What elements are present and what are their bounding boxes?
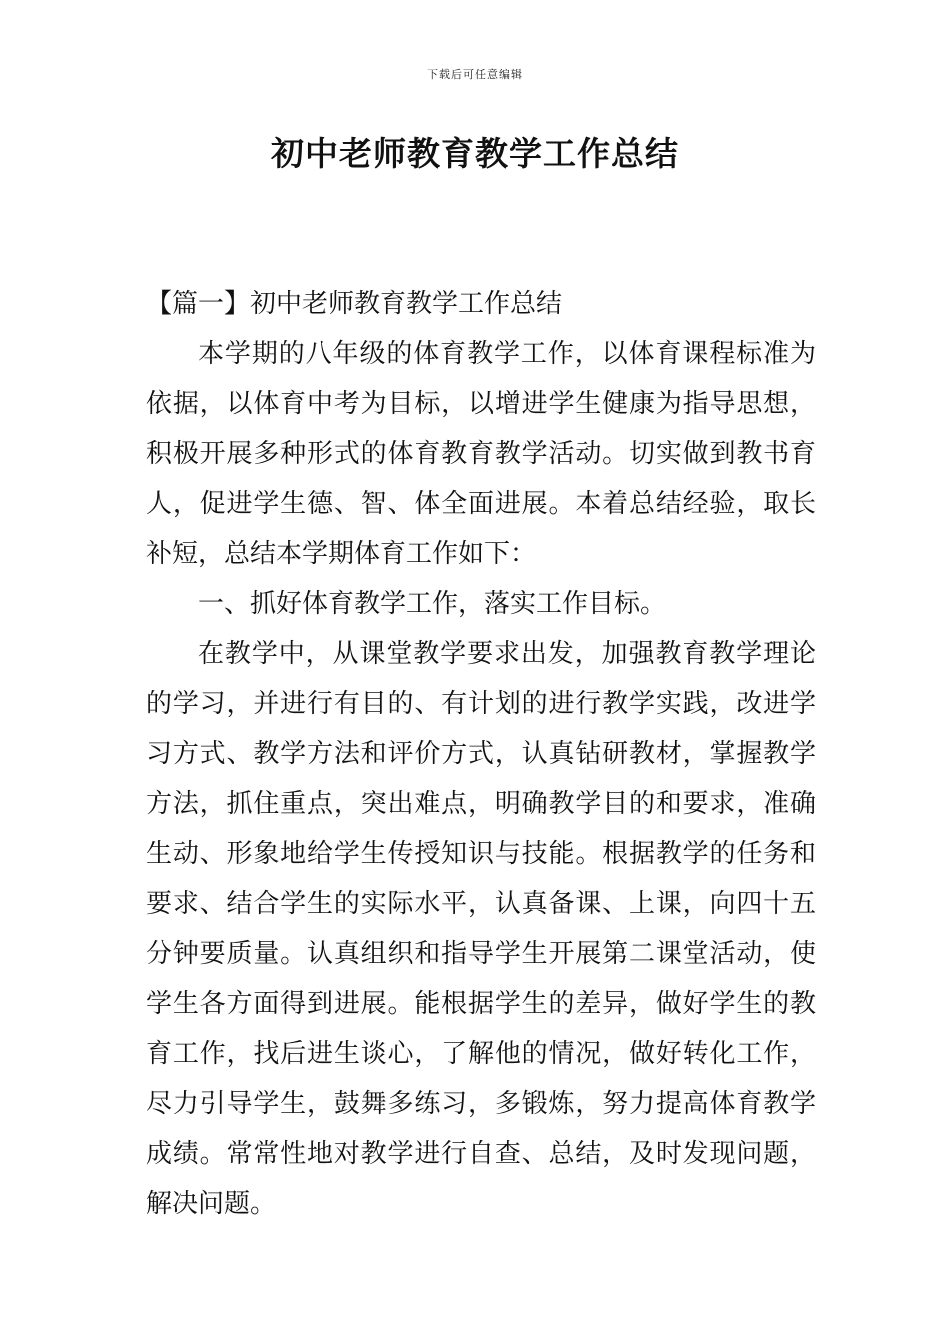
paragraph-intro: 本学期的八年级的体育教学工作，以体育课程标准为依据，以体育中考为目标，以增进学生健康为指导思想，积极开展多种形式的体育教育教学活动。切实做到教书育人，促进学生德、智、体全面进展。本着总结经验，取长补短，总结本学期体育工作如下： bbox=[146, 339, 816, 569]
header-note: 下载后可任意编辑 bbox=[427, 68, 523, 81]
document-title: 初中老师教育教学工作总结 bbox=[271, 134, 679, 173]
paragraph-subheading-1: 一、抓好体育教学工作，落实工作目标。 bbox=[198, 589, 667, 619]
paragraph-teaching: 在教学中，从课堂教学要求出发，加强教育教学理论的学习，并进行有目的、有计划的进行教学实践，改进学习方式、教学方法和评价方式，认真钻研教材，掌握教学方法，抓住重点，突出难点，明确教学目的和要求，准确生动、形象地给学生传授知识与技能。根据教学的任务和要求、结合学生的实际水平，认真备课、上课，向四十五分钟要质量。认真组织和指导学生开展第二课堂活动，使学生各方面得到进展。能根据学生的差异，做好学生的教育工作，找后进生谈心，了解他的情况，做好转化工作，尽力引导学生，鼓舞多练习，多锻炼，努力提高体育教学成绩。常常性地对教学进行自查、总结，及时发现问题，解决问题。 bbox=[146, 639, 816, 1219]
document-body bbox=[146, 279, 816, 1229]
section-heading: 【篇一】初中老师教育教学工作总结 bbox=[146, 289, 563, 319]
